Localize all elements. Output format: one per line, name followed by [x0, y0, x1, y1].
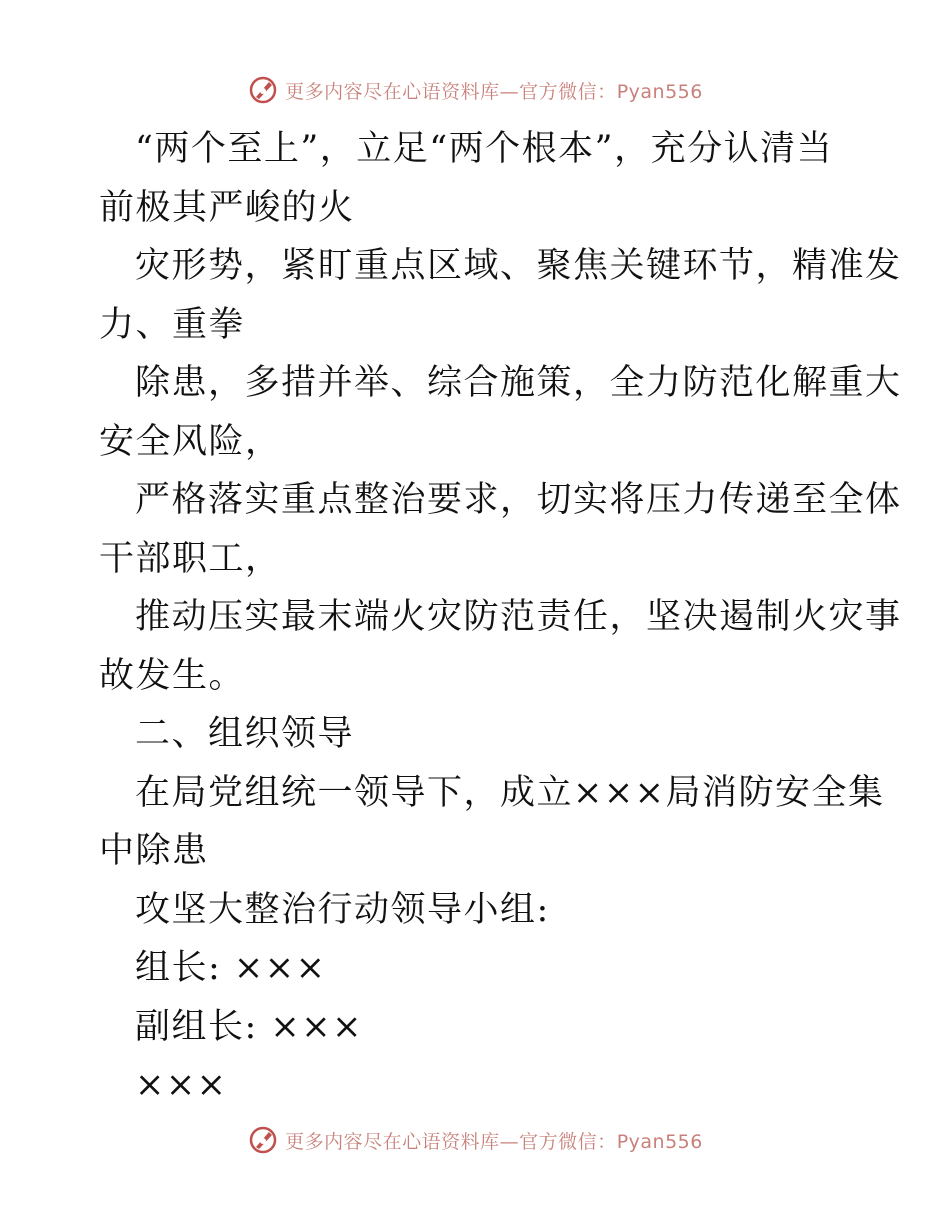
text-line: 干部职工，: [99, 538, 282, 579]
watermark-text: [285, 77, 703, 104]
text-line: 安全风险，: [99, 421, 282, 462]
watermark-account: Pyan556: [616, 80, 703, 103]
text-line: 前极其严峻的火: [99, 187, 355, 228]
watermark-separator: —: [499, 80, 520, 103]
leader-line: 组长: ×××: [135, 948, 327, 988]
text-line: 故发生。: [99, 655, 246, 696]
text-line: “两个至上”，立足“两个根本”，充分认清当: [135, 129, 834, 169]
document-body: [99, 120, 902, 1115]
text-line: 在局党组统一领导下，成立×××局消防安全集: [135, 772, 885, 813]
text-line: 中除患: [99, 831, 209, 871]
watermark-brand: 更多内容尽在心语资料库: [285, 1130, 500, 1153]
deputy-leader-line: 副组长: ×××: [135, 1006, 363, 1047]
text-line: 灾形势，紧盯重点区域、聚焦关键环节，精准发: [135, 246, 902, 286]
header-watermark: [0, 70, 950, 110]
watermark-suffix: 官方微信：: [519, 1130, 617, 1153]
text-line: 攻坚大整治行动领导小组:: [135, 889, 550, 930]
section-heading: 二、组织领导: [135, 714, 355, 754]
watermark-brand: 更多内容尽在心语资料库: [285, 80, 500, 103]
watermark-separator: —: [499, 1130, 520, 1153]
text-line: 除患，多措并举、综合施策，全力防范化解重大: [135, 363, 902, 403]
watermark-account: Pyan556: [616, 1130, 703, 1153]
pen-circle-logo-icon: [247, 74, 279, 106]
text-line: 严格落实重点整治要求，切实将压力传递至全体: [135, 480, 902, 520]
deputy-leader-line: ×××: [135, 1065, 228, 1105]
watermark-text: [285, 1127, 703, 1154]
pen-circle-logo-icon: [247, 1124, 279, 1156]
footer-watermark: [0, 1120, 950, 1160]
text-line: 力、重拳: [99, 304, 246, 345]
watermark-suffix: 官方微信：: [519, 80, 617, 103]
text-line: 推动压实最末端火灾防范责任，坚决遏制火灾事: [135, 597, 902, 637]
